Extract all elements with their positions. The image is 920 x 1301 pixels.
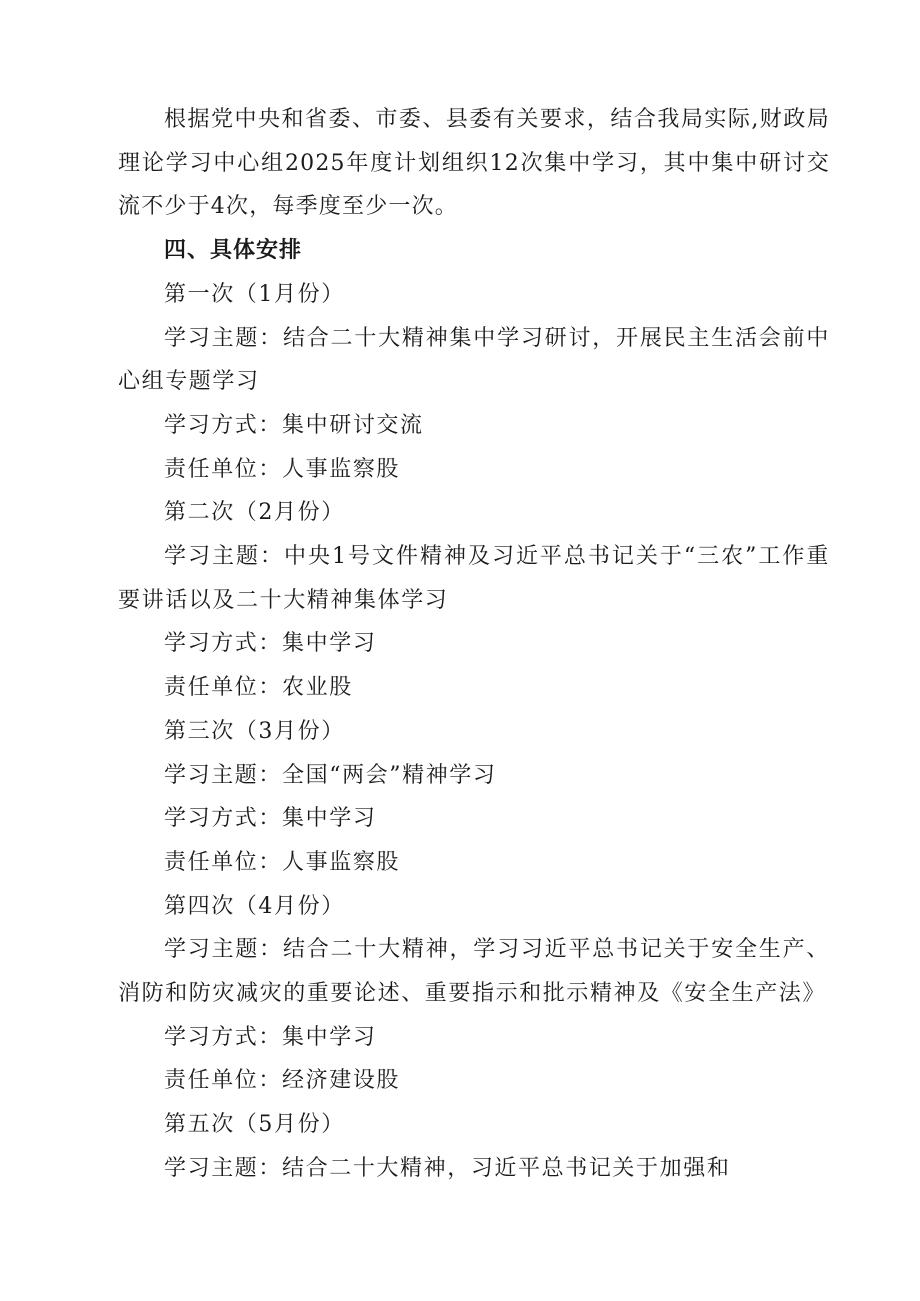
session-unit	[118, 666, 830, 710]
document-body	[118, 98, 830, 1191]
session-title: 第四次（4月份）	[164, 893, 345, 919]
topic-label: 学习主题：	[164, 325, 283, 351]
session-method	[118, 404, 830, 448]
session-topic	[118, 1147, 830, 1191]
session-method	[118, 622, 830, 666]
session-title: 第一次（1月份）	[164, 281, 345, 307]
method-value: 集中学习	[282, 631, 377, 657]
unit-value: 经济建设股	[282, 1068, 401, 1094]
topic-value: 全国“两会”精神学习	[282, 762, 497, 788]
session-unit	[118, 841, 830, 885]
topic-label: 学习主题：	[164, 544, 284, 570]
session-title: 第三次（3月份）	[164, 718, 345, 744]
session-unit	[118, 448, 830, 492]
method-value: 集中研讨交流	[282, 412, 424, 438]
unit-label: 责任单位：	[164, 1068, 283, 1094]
session-title: 第二次（2月份）	[164, 500, 345, 526]
session-method	[118, 1016, 830, 1060]
method-label: 学习方式：	[164, 631, 283, 657]
unit-label: 责任单位：	[164, 456, 283, 482]
session-topic	[118, 317, 830, 404]
topic-label: 学习主题：	[164, 762, 283, 788]
topic-value: 结合二十大精神集中学习研讨，开展民主生活会前中心组专题学习	[118, 325, 830, 395]
method-label: 学习方式：	[164, 806, 283, 832]
method-label: 学习方式：	[164, 412, 283, 438]
topic-label: 学习主题：	[164, 937, 283, 963]
section-heading: 四、具体安排	[164, 238, 303, 264]
session-topic	[118, 754, 830, 798]
method-value: 集中学习	[282, 806, 377, 832]
topic-value: 结合二十大精神，习近平总书记关于加强和	[282, 1155, 731, 1181]
topic-label: 学习主题：	[164, 1155, 283, 1181]
unit-value: 农业股	[282, 675, 353, 701]
intro-paragraph: 根据党中央和省委、市委、县委有关要求，结合我局实际,财政局理论学习中心组2025年度计划组织12次集中学习，其中集中研讨交流不少于4次，每季度至少一次。	[118, 107, 830, 220]
session-title: 第五次（5月份）	[164, 1112, 345, 1138]
method-label: 学习方式：	[164, 1024, 283, 1050]
unit-label: 责任单位：	[164, 849, 283, 875]
topic-value: 结合二十大精神，学习习近平总书记关于安全生产、消防和防灾减灾的重要论述、重要指示和批示精神及《安全生产法》	[118, 937, 830, 1007]
unit-value: 人事监察股	[282, 456, 401, 482]
session-topic	[118, 535, 830, 622]
session-topic	[118, 928, 830, 1015]
topic-value: 中央1号文件精神及习近平总书记关于“三农”工作重要讲话以及二十大精神集体学习	[118, 544, 830, 613]
method-value: 集中学习	[282, 1024, 377, 1050]
unit-value: 人事监察股	[282, 849, 401, 875]
session-method	[118, 797, 830, 841]
session-unit	[118, 1059, 830, 1103]
unit-label: 责任单位：	[164, 675, 283, 701]
